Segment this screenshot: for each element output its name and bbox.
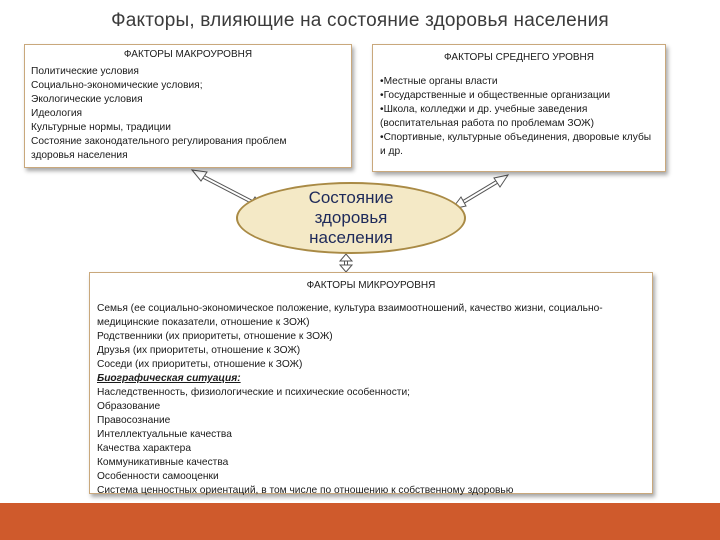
macro-item: Культурные нормы, традиции xyxy=(31,122,171,133)
meso-heading: ФАКТОРЫ СРЕДНЕГО УРОВНЯ xyxy=(444,52,594,63)
macro-item: здоровья населения xyxy=(31,150,128,161)
micro-item: Особенности самооценки xyxy=(97,471,219,482)
meso-item: •Школа, колледжи и др. учебные заведения (воспитательная работа по проблемам ЗОЖ) xyxy=(380,104,594,129)
meso-item: •Местные органы власти xyxy=(380,76,498,87)
micro-item: Правосознание xyxy=(97,415,171,426)
macro-item: Социально-экономические условия; xyxy=(31,80,203,91)
micro-item: Система ценностных ориентаций, в том числе по отношению к собственному здоровью xyxy=(97,485,514,496)
micro-item: Соседи (их приоритеты, отношение к ЗОЖ) xyxy=(97,359,303,370)
micro-item: Друзья (их приоритеты, отношение к ЗОЖ) xyxy=(97,345,301,356)
micro-item: Качества характера xyxy=(97,443,192,454)
micro-item: Интеллектуальные качества xyxy=(97,429,232,440)
slide-title: Факторы, влияющие на состояние здоровья населения xyxy=(111,10,609,31)
population-health-ellipse xyxy=(236,182,466,254)
arrow-micro-center xyxy=(340,254,352,272)
macro-heading: ФАКТОРЫ МАКРОУРОВНЯ xyxy=(123,49,253,60)
micro-item: Коммуникативные качества xyxy=(97,457,229,468)
center-label: Состояние здоровья населения xyxy=(308,188,394,247)
micro-item: Семья (ее социально-экономическое положение, культура взаимоотношений, качество жизни, социально-медицинские показатели, отношение к ЗОЖ) xyxy=(97,303,603,328)
micro-factors-box xyxy=(89,272,653,494)
macro-item: Идеология xyxy=(31,108,83,119)
arrow-meso-center xyxy=(452,175,508,209)
macro-item: Экологические условия xyxy=(31,94,143,105)
micro-item: Образование xyxy=(97,401,161,412)
macro-item: Состояние законодательного регулирования проблем xyxy=(31,136,287,147)
micro-heading: ФАКТОРЫ МИКРОУРОВНЯ xyxy=(306,280,436,291)
micro-item: Наследственность, физиологические и психические особенности; xyxy=(97,387,410,398)
footer-bar xyxy=(0,503,720,540)
micro-subheading: Биографическая ситуация: xyxy=(97,373,241,384)
micro-item: Родственники (их приоритеты, отношение к ЗОЖ) xyxy=(97,331,333,342)
macro-item: Политические условия xyxy=(31,66,139,77)
macro-factors-box xyxy=(24,44,352,168)
meso-item: •Спортивные, культурные объединения, дворовые клубы и др. xyxy=(380,132,652,157)
meso-item: •Государственные и общественные организации xyxy=(380,90,611,101)
meso-factors-box xyxy=(372,44,666,172)
